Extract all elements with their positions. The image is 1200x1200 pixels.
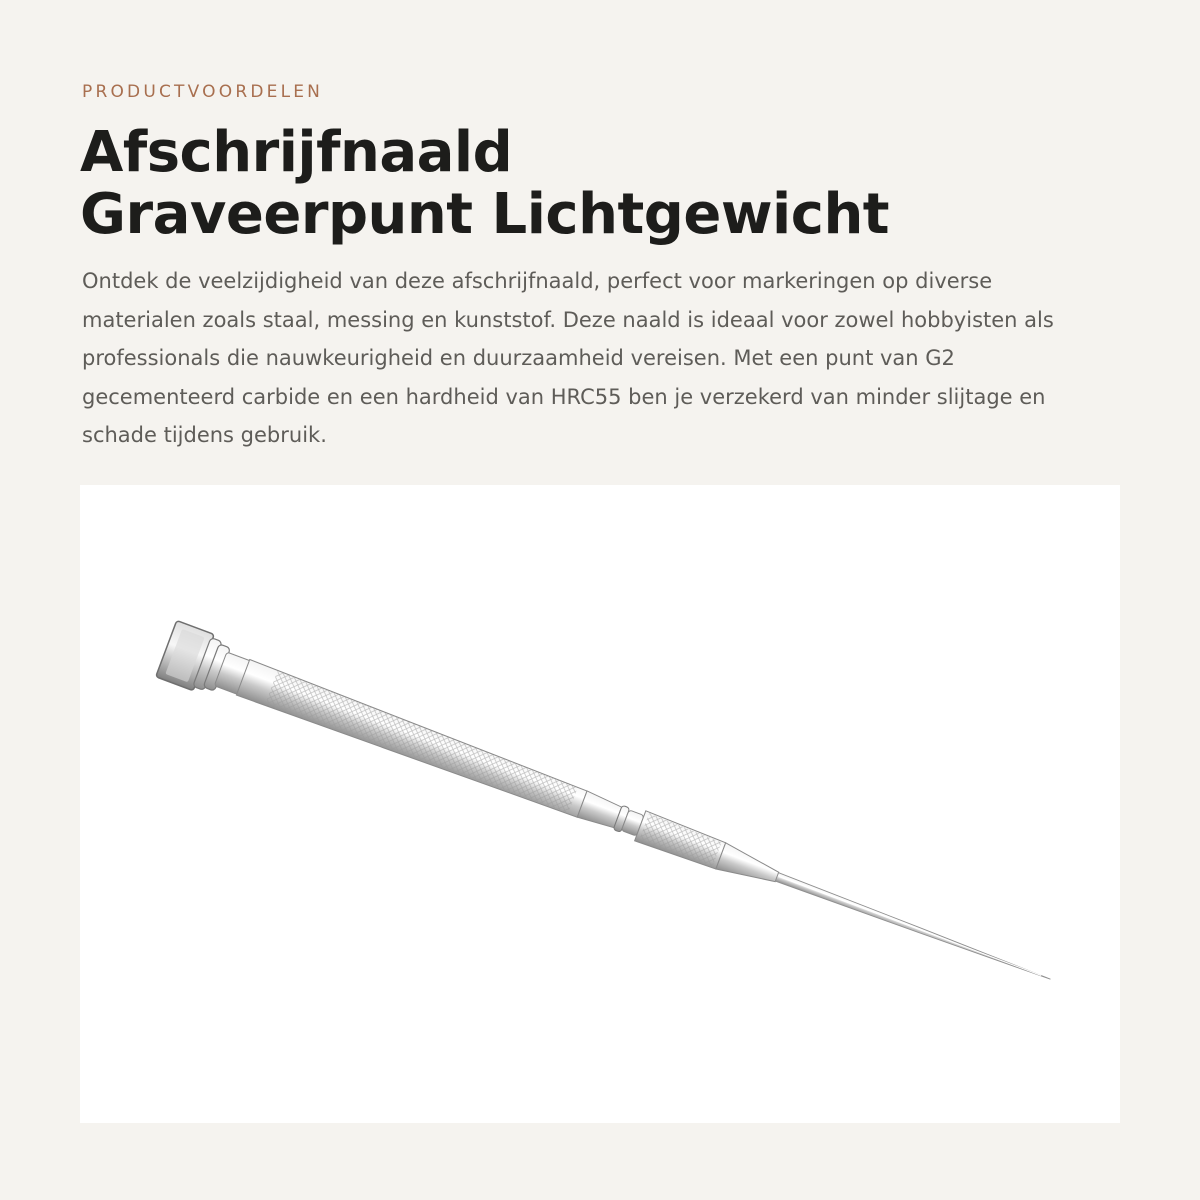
scriber-tool-image bbox=[80, 485, 1120, 1123]
product-title-line-1: Afschrijfnaald bbox=[80, 120, 513, 185]
knurled-handle bbox=[236, 660, 588, 822]
knurled-chuck bbox=[635, 811, 727, 871]
section-eyebrow: PRODUCTVOORDELEN bbox=[82, 82, 324, 102]
product-image-panel bbox=[80, 485, 1120, 1123]
product-title bbox=[80, 122, 889, 246]
product-description: Ontdek de veelzijdigheid van deze afschrijfnaald, perfect voor markeringen op diverse materialen zoals staal, messing en kunststof. Deze naald is ideaal voor zowel hobbyisten als professionals die nauwkeurigheid en duurzaamheid vereisen. Met een punt van G2 gecementeerd carbide en een hardheid van HRC55 ben je verzekerd van minder slijtage en schade tijdens gebruik. bbox=[82, 269, 1054, 447]
carbide-needle-tip bbox=[775, 873, 1052, 984]
product-title-line-2: Graveerpunt Lichtgewicht bbox=[80, 182, 890, 247]
